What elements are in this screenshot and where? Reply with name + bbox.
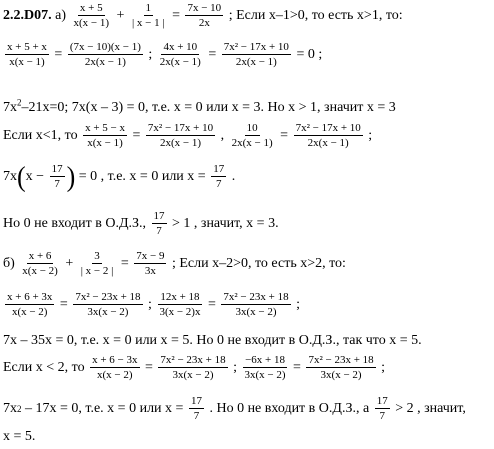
denominator: 2x(x − 1) bbox=[160, 137, 202, 149]
solution-text: – 17x = 0, т.е. x = 0 или bbox=[25, 400, 162, 416]
fraction bbox=[243, 354, 288, 381]
line-5 bbox=[3, 160, 236, 192]
denominator: | x − 1 | bbox=[131, 17, 165, 29]
equals-sign: = bbox=[120, 255, 129, 271]
denominator: 3x(x − 2) bbox=[244, 369, 286, 381]
part-a-label: а) bbox=[55, 7, 67, 23]
term: 7x bbox=[3, 100, 17, 115]
numerator: 7x² − 17x + 10 bbox=[147, 122, 214, 134]
fraction bbox=[158, 41, 203, 68]
denominator: x(x − 2) bbox=[11, 306, 48, 318]
line-12 bbox=[3, 429, 35, 445]
equals-sign: = bbox=[293, 359, 301, 375]
fraction bbox=[375, 395, 390, 422]
line-1 bbox=[3, 2, 403, 29]
plus-sign: + bbox=[116, 7, 125, 23]
fraction bbox=[79, 250, 116, 277]
x-equals: x = bbox=[165, 400, 184, 416]
numerator: 3 bbox=[94, 250, 100, 262]
fraction bbox=[211, 163, 226, 190]
fraction bbox=[306, 354, 375, 381]
fraction bbox=[294, 122, 363, 149]
numerator: 7x − 9 bbox=[136, 250, 165, 262]
fraction bbox=[72, 2, 112, 29]
denominator: x(x − 1) bbox=[9, 56, 45, 68]
right-paren: ) bbox=[66, 160, 76, 192]
fraction bbox=[222, 41, 291, 68]
fraction bbox=[130, 2, 167, 29]
conclusion-text: > 1 , значит, x = 3. bbox=[172, 215, 279, 231]
equals-sign: = bbox=[280, 127, 289, 143]
denominator: 2x(x − 1) bbox=[307, 137, 349, 149]
denominator: x(x − 1) bbox=[73, 17, 110, 29]
equals-sign: = bbox=[54, 46, 63, 62]
denominator: | x − 2 | bbox=[80, 265, 114, 277]
term: 7x bbox=[3, 400, 17, 416]
separator: ; bbox=[148, 46, 153, 62]
denominator: 3x(x − 2) bbox=[172, 369, 214, 381]
fraction bbox=[230, 122, 275, 149]
line-4 bbox=[3, 122, 372, 149]
denominator: 2x(x − 1) bbox=[159, 56, 201, 68]
denominator: 3x bbox=[144, 265, 156, 277]
line-3 bbox=[3, 97, 396, 116]
condition-text: ; Если x–2>0, то есть x>2, то: bbox=[171, 255, 346, 271]
denominator: x(x − 2) bbox=[22, 265, 58, 277]
fraction bbox=[73, 291, 142, 318]
period: . bbox=[231, 168, 236, 184]
numerator: 7x − 10 bbox=[187, 2, 222, 14]
numerator: x + 6 + 3x bbox=[7, 291, 53, 303]
exponent: 2 bbox=[17, 97, 22, 108]
numerator: 7x² − 23x + 18 bbox=[308, 354, 374, 366]
domain-note: . Но 0 не входит в О.Д.З., а bbox=[209, 400, 370, 416]
numerator: 17 bbox=[51, 163, 63, 175]
denominator: 7 bbox=[379, 410, 385, 422]
denominator: x(x − 2) bbox=[97, 369, 133, 381]
domain-note: Но 0 не входит в О.Д.З., bbox=[3, 215, 147, 231]
line-8 bbox=[3, 291, 300, 318]
denominator: 2x bbox=[198, 17, 210, 29]
case-intro: Если x < 2, то bbox=[3, 359, 85, 375]
numerator: 7x² − 17x + 10 bbox=[295, 122, 361, 134]
denominator: 2x(x − 1) bbox=[235, 56, 277, 68]
equals-sign: = bbox=[145, 359, 153, 375]
equals-sign: = bbox=[208, 46, 217, 62]
numerator: 1 bbox=[145, 2, 151, 14]
line-11: 7x2 – 17x = 0, т.е. x = 0 или x = $\frac{17}{7}$ . Но 0 не входит в О.Д.З., а $\frac{17}{7}$ > 2 , значит, bbox=[3, 395, 466, 422]
numerator: −6x + 18 bbox=[245, 354, 285, 366]
fraction bbox=[185, 2, 223, 29]
numerator: x + 6 − 3x bbox=[92, 354, 138, 366]
numerator: 7x² − 23x + 18 bbox=[160, 354, 226, 366]
fraction bbox=[5, 291, 54, 318]
numerator: 17 bbox=[213, 163, 225, 175]
equals-sign: = bbox=[59, 296, 68, 312]
final-answer: x = 5. bbox=[3, 429, 36, 444]
equation-tail: ; bbox=[296, 296, 300, 312]
numerator: (7x − 10)(x − 1) bbox=[69, 41, 141, 53]
fraction bbox=[20, 250, 60, 277]
line-2 bbox=[3, 41, 322, 68]
fraction bbox=[50, 163, 65, 190]
fraction bbox=[68, 41, 143, 68]
separator: , bbox=[220, 127, 225, 143]
equation-tail: ; bbox=[368, 127, 373, 143]
equation-tail: = 0 ; bbox=[296, 46, 323, 62]
fraction bbox=[146, 122, 215, 149]
numerator: 12x + 18 bbox=[160, 291, 200, 303]
fraction bbox=[5, 41, 49, 68]
line-10 bbox=[3, 354, 385, 381]
fraction bbox=[152, 210, 167, 237]
denominator: 3(x − 2)x bbox=[159, 306, 201, 318]
case-intro: Если x<1, то bbox=[3, 127, 78, 143]
line-7 bbox=[3, 250, 346, 277]
numerator: x + 5 bbox=[79, 2, 103, 14]
denominator: 2x(x − 1) bbox=[84, 56, 126, 68]
equals-sign: = bbox=[207, 296, 216, 312]
numerator: 17 bbox=[376, 395, 388, 407]
line-9 bbox=[3, 333, 422, 349]
inner-term: x − bbox=[25, 168, 45, 184]
equals-sign: = bbox=[132, 127, 141, 143]
fraction bbox=[90, 354, 139, 381]
plus-sign: + bbox=[65, 255, 74, 271]
solution-text: = 0 , т.е. x = 0 или bbox=[78, 168, 184, 184]
left-paren: ( bbox=[17, 160, 26, 192]
separator: ; bbox=[233, 359, 238, 375]
numerator: x + 5 − x bbox=[85, 122, 125, 134]
fraction bbox=[157, 291, 202, 318]
denominator: 3x(x − 2) bbox=[235, 306, 277, 318]
numerator: 7x² − 23x + 18 bbox=[75, 291, 141, 303]
numerator: x + 6 bbox=[28, 250, 52, 262]
denominator: 7 bbox=[54, 178, 60, 190]
term: 7x bbox=[3, 168, 17, 184]
solution-text: –21x=0; 7x(x – 3) = 0, т.е. x = 0 или x = 3. Но x > 1, значит x = 3 bbox=[21, 100, 396, 115]
x-equals: x = bbox=[187, 168, 206, 184]
condition-text: ; Если x–1>0, то есть x>1, то: bbox=[228, 7, 403, 23]
separator: ; bbox=[148, 296, 152, 312]
fraction bbox=[83, 122, 127, 149]
denominator: 7 bbox=[215, 178, 222, 190]
denominator: 7 bbox=[156, 225, 162, 237]
numerator: 10 bbox=[246, 122, 258, 134]
equals-sign: = bbox=[172, 7, 180, 23]
denominator: 3x(x − 2) bbox=[320, 369, 362, 381]
denominator: 2x(x − 1) bbox=[231, 137, 273, 149]
numerator: 17 bbox=[153, 210, 165, 222]
numerator: 7x² − 23x + 18 bbox=[223, 291, 289, 303]
denominator: 7 bbox=[193, 410, 200, 422]
numerator: x + 5 + x bbox=[7, 41, 47, 53]
fraction bbox=[158, 354, 227, 381]
solution-text: 7x – 35x = 0, т.е. x = 0 или x = 5. Но 0 не входит в О.Д.З., так что x = 5. bbox=[3, 333, 422, 348]
denominator: 3x(x − 2) bbox=[87, 306, 129, 318]
fraction bbox=[189, 395, 204, 422]
equation-tail: ; bbox=[381, 359, 386, 375]
numerator: 4x + 10 bbox=[163, 41, 198, 53]
numerator: 17 bbox=[190, 395, 202, 407]
line-6 bbox=[3, 210, 279, 237]
numerator: 7x² − 17x + 10 bbox=[223, 41, 289, 53]
fraction bbox=[221, 291, 290, 318]
conclusion-text: > 2 , значит, bbox=[395, 400, 466, 416]
problem-number: 2.2.D07. bbox=[3, 7, 52, 23]
denominator: x(x − 1) bbox=[87, 137, 123, 149]
part-b-label: б) bbox=[3, 255, 15, 271]
fraction bbox=[134, 250, 166, 277]
